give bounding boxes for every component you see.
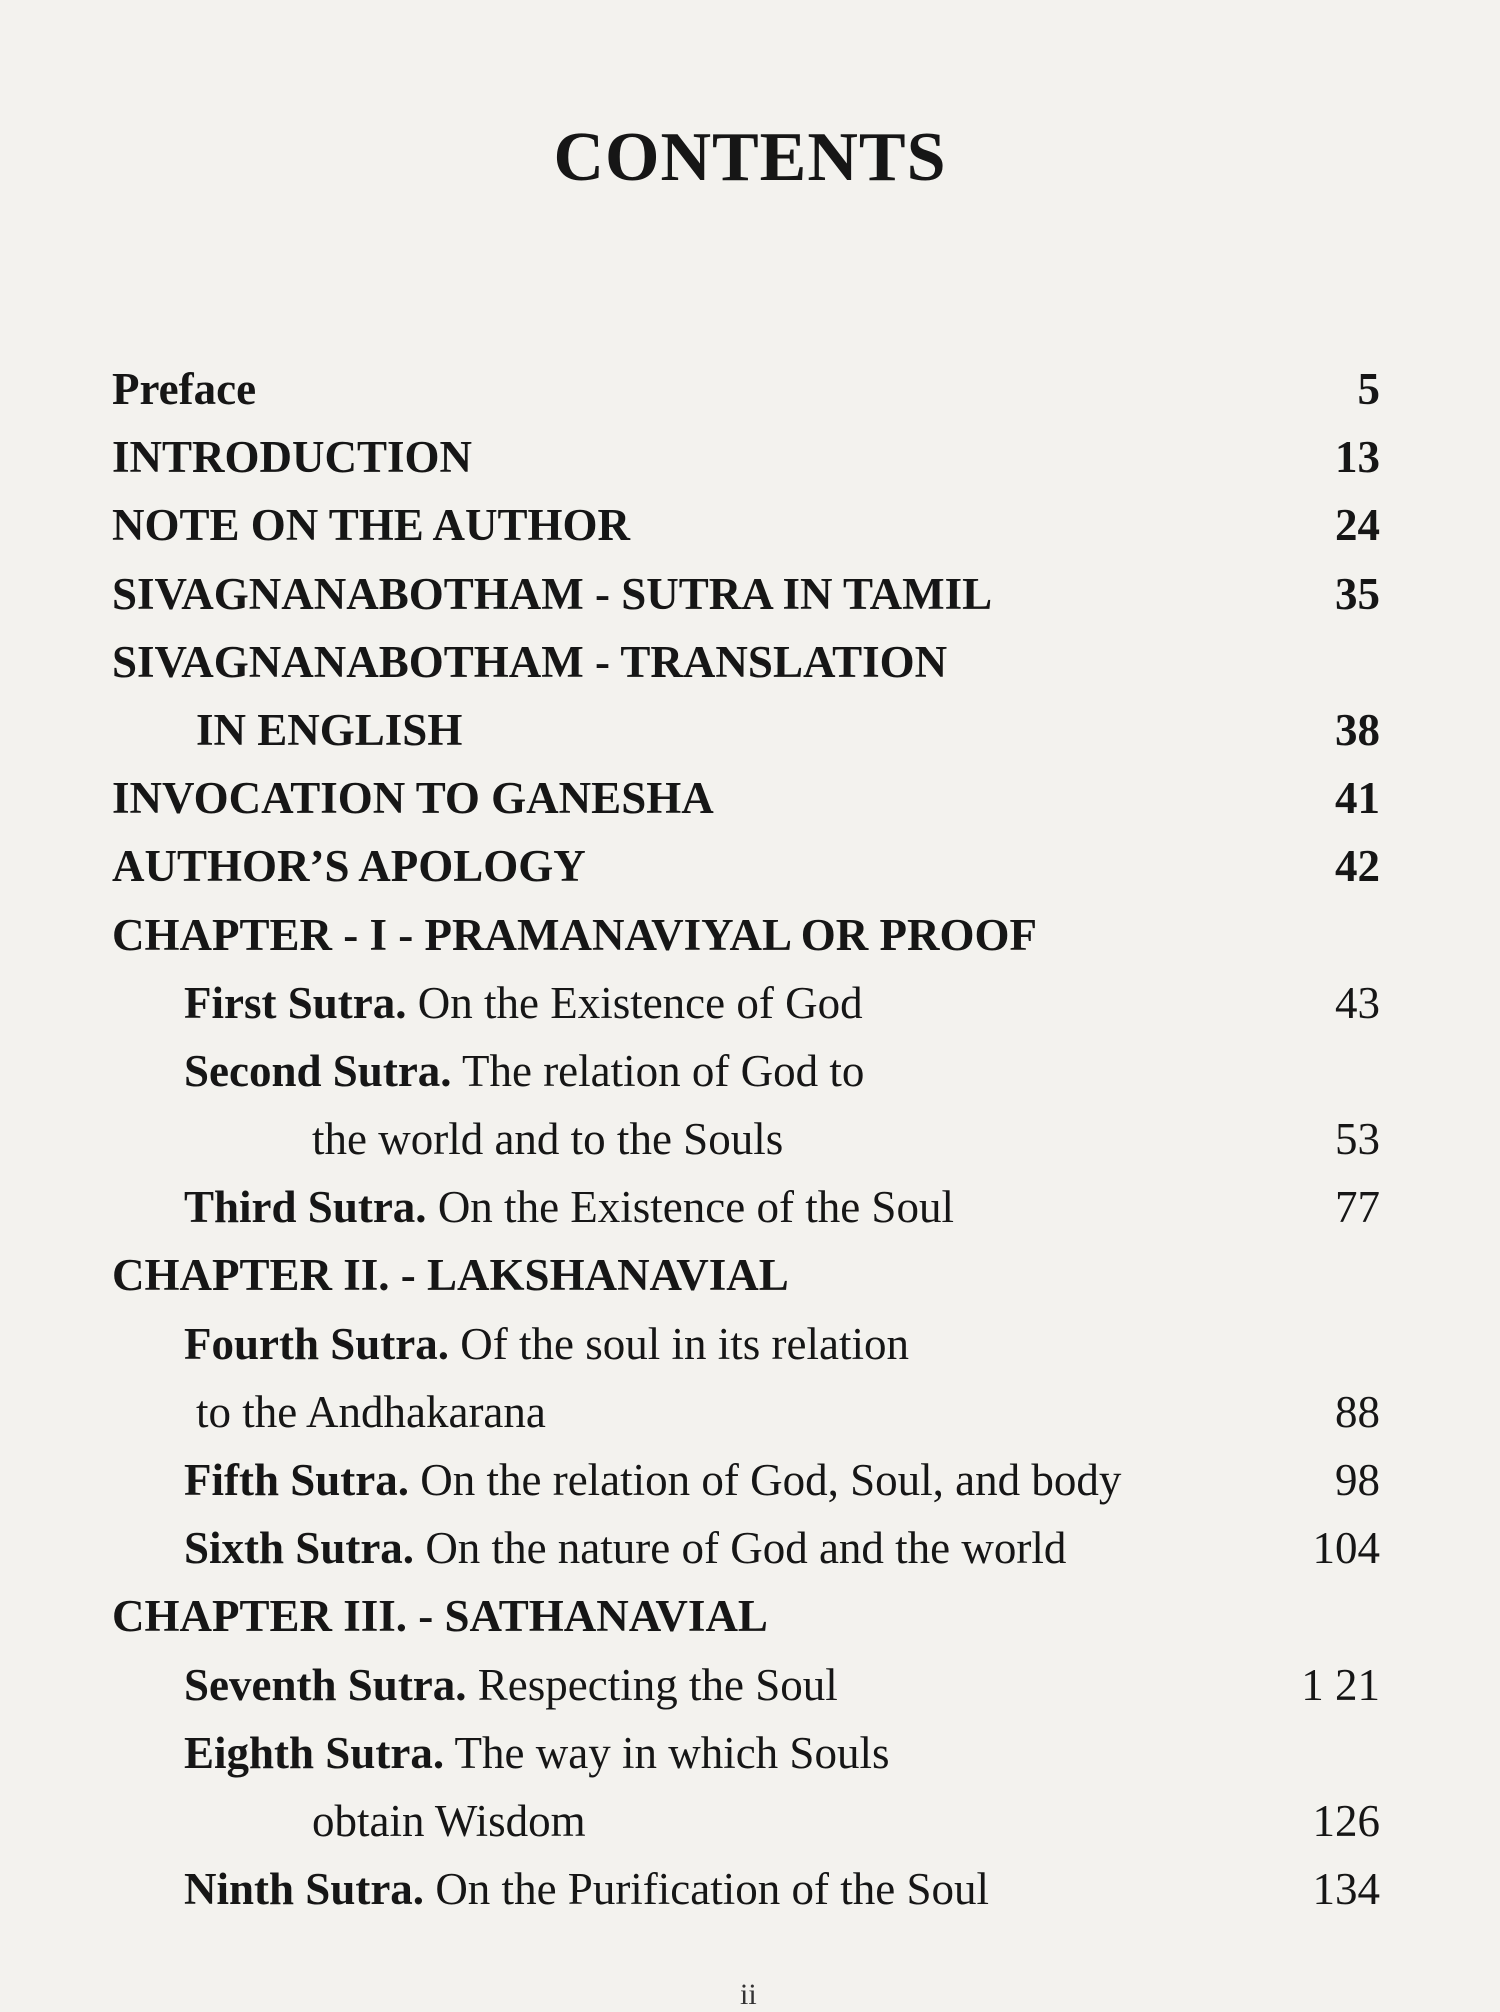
toc-entry-eighth-sutra-cont <box>112 1787 1380 1855</box>
toc-label <box>184 1719 889 1787</box>
toc-entry-fourth-sutra <box>112 1310 1380 1378</box>
sutra-name: Second Sutra. <box>184 1045 452 1096</box>
toc-page: 43 <box>1335 977 1380 1028</box>
toc-entry-second-sutra <box>112 1037 1380 1105</box>
page-title: CONTENTS <box>553 119 947 196</box>
toc-label: AUTHOR’S APOLOGY <box>112 841 586 892</box>
toc-label: SIVAGNANABOTHAM - SUTRA IN TAMIL <box>112 568 993 619</box>
sutra-name: First Sutra. <box>184 977 407 1028</box>
toc-label: to the Andhakarana <box>196 1386 546 1437</box>
toc-label <box>184 1514 1066 1582</box>
sutra-title: Respecting the Soul <box>466 1659 838 1710</box>
toc-label <box>184 1037 864 1105</box>
toc-chapter-3 <box>112 1582 1380 1650</box>
sutra-title: The relation of God to <box>451 1045 865 1096</box>
toc-page: 5 <box>1357 364 1380 414</box>
sutra-name: Eighth Sutra. <box>184 1727 445 1778</box>
sutra-name: Third Sutra. <box>184 1182 427 1233</box>
toc-label: CHAPTER III. - SATHANAVIAL <box>112 1591 768 1642</box>
toc-label: obtain Wisdom <box>312 1795 586 1846</box>
toc-page: 1 21 <box>1301 1659 1380 1710</box>
toc-page: 24 <box>1335 500 1380 551</box>
toc-entry-seventh-sutra <box>112 1651 1380 1719</box>
toc-entry-eighth-sutra <box>112 1719 1380 1787</box>
toc-label: the world and to the Souls <box>312 1114 784 1165</box>
toc-label: CHAPTER II. - LAKSHANAVIAL <box>112 1250 789 1301</box>
toc-chapter-2 <box>112 1241 1380 1309</box>
toc-label: INTRODUCTION <box>112 432 473 483</box>
toc-label: IN ENGLISH <box>196 704 463 755</box>
toc-entry-introduction <box>112 423 1380 491</box>
toc-page: 38 <box>1335 704 1380 755</box>
toc-label <box>184 969 863 1037</box>
toc-page: 41 <box>1335 773 1380 824</box>
toc-entry-fourth-sutra-cont <box>112 1378 1380 1446</box>
toc-entry-note-on-author <box>112 491 1380 559</box>
toc-label <box>184 1651 838 1719</box>
toc-label <box>184 1855 989 1923</box>
toc-entry-translation <box>112 628 1380 696</box>
toc-entry-second-sutra-cont <box>112 1105 1380 1173</box>
toc-page: 35 <box>1335 568 1380 619</box>
toc-entry-first-sutra <box>112 969 1380 1037</box>
toc-page: 126 <box>1312 1795 1380 1846</box>
sutra-title: On the Existence of the Soul <box>426 1182 954 1233</box>
toc-page: 104 <box>1312 1523 1380 1574</box>
toc-entry-apology <box>112 832 1380 900</box>
table-of-contents <box>112 355 1380 1923</box>
sutra-title: On the Purification of the Soul <box>424 1864 989 1915</box>
toc-chapter-1 <box>112 901 1380 969</box>
toc-entry-sixth-sutra <box>112 1514 1380 1582</box>
sutra-title: On the relation of God, Soul, and body <box>409 1455 1122 1505</box>
toc-entry-sutra-tamil <box>112 560 1380 628</box>
sutra-title: On the Existence of God <box>406 977 863 1028</box>
toc-page: 13 <box>1335 432 1380 483</box>
toc-label <box>184 1310 909 1378</box>
toc-label: NOTE ON THE AUTHOR <box>112 500 631 551</box>
toc-page: 134 <box>1312 1864 1380 1915</box>
sutra-name: Fourth Sutra. <box>184 1318 450 1369</box>
toc-label <box>184 1173 954 1241</box>
sutra-name: Sixth Sutra. <box>184 1523 415 1574</box>
toc-label: SIVAGNANABOTHAM - TRANSLATION <box>112 636 948 687</box>
sutra-name: Ninth Sutra. <box>184 1864 425 1915</box>
toc-entry-preface <box>112 355 1380 423</box>
toc-label: Preface <box>112 364 257 414</box>
toc-entry-translation-cont <box>112 696 1380 764</box>
toc-page: 88 <box>1335 1386 1380 1437</box>
sutra-title: Of the soul in its relation <box>449 1318 909 1369</box>
toc-label: INVOCATION TO GANESHA <box>112 773 714 824</box>
sutra-title: The way in which Souls <box>444 1727 890 1778</box>
toc-entry-invocation <box>112 764 1380 832</box>
toc-page: 53 <box>1335 1114 1380 1165</box>
toc-page: 77 <box>1335 1182 1380 1233</box>
toc-label: CHAPTER - I - PRAMANAVIYAL OR PROOF <box>112 909 1038 960</box>
sutra-title: On the nature of God and the world <box>414 1523 1067 1574</box>
page-number-footer: ii <box>740 1978 757 2011</box>
sutra-name: Fifth Sutra. <box>184 1455 409 1505</box>
toc-label <box>184 1446 1121 1514</box>
sutra-name: Seventh Sutra. <box>184 1659 467 1710</box>
toc-entry-fifth-sutra <box>112 1446 1380 1514</box>
toc-page: 98 <box>1335 1455 1380 1505</box>
toc-entry-third-sutra <box>112 1173 1380 1241</box>
toc-page: 42 <box>1335 841 1380 892</box>
toc-entry-ninth-sutra <box>112 1855 1380 1923</box>
